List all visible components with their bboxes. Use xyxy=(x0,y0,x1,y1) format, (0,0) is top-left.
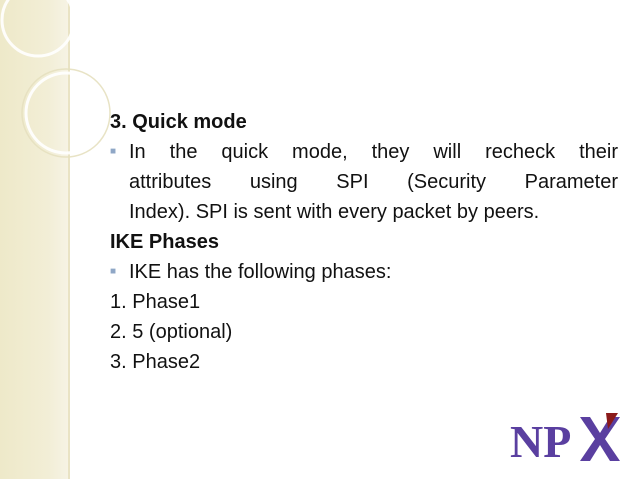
decorative-circle-outline xyxy=(22,69,110,157)
bullet-text xyxy=(129,137,618,227)
bullet-line-2: attributes using SPI (Security Parameter xyxy=(129,171,618,193)
list-item: 2. 5 (optional) xyxy=(110,321,233,343)
decorative-circle-top xyxy=(2,0,74,56)
bullet-icon: ■ xyxy=(110,266,117,277)
bullet-icon: ■ xyxy=(110,146,117,157)
bullet-item-quick-mode xyxy=(110,137,618,227)
bullet-line-1: In the quick mode, they will recheck their xyxy=(129,141,618,163)
logo-letters-np: NP xyxy=(510,416,572,467)
heading-ike-phases: IKE Phases xyxy=(110,231,219,253)
heading-quick-mode: 3. Quick mode xyxy=(110,111,247,133)
decorative-circle-middle xyxy=(26,73,106,153)
bullet-item-ike xyxy=(110,257,618,287)
list-item: 1. Phase1 xyxy=(110,291,201,313)
list-item: 3. Phase2 xyxy=(110,351,201,373)
decorative-circles xyxy=(0,0,120,200)
bullet-line-3: Index). SPI is sent with every packet by peers. xyxy=(129,201,540,223)
logo-x-shape xyxy=(580,417,620,461)
slide-content xyxy=(110,107,618,377)
npx-logo xyxy=(510,411,620,467)
bullet-text: IKE has the following phases: xyxy=(129,261,392,283)
